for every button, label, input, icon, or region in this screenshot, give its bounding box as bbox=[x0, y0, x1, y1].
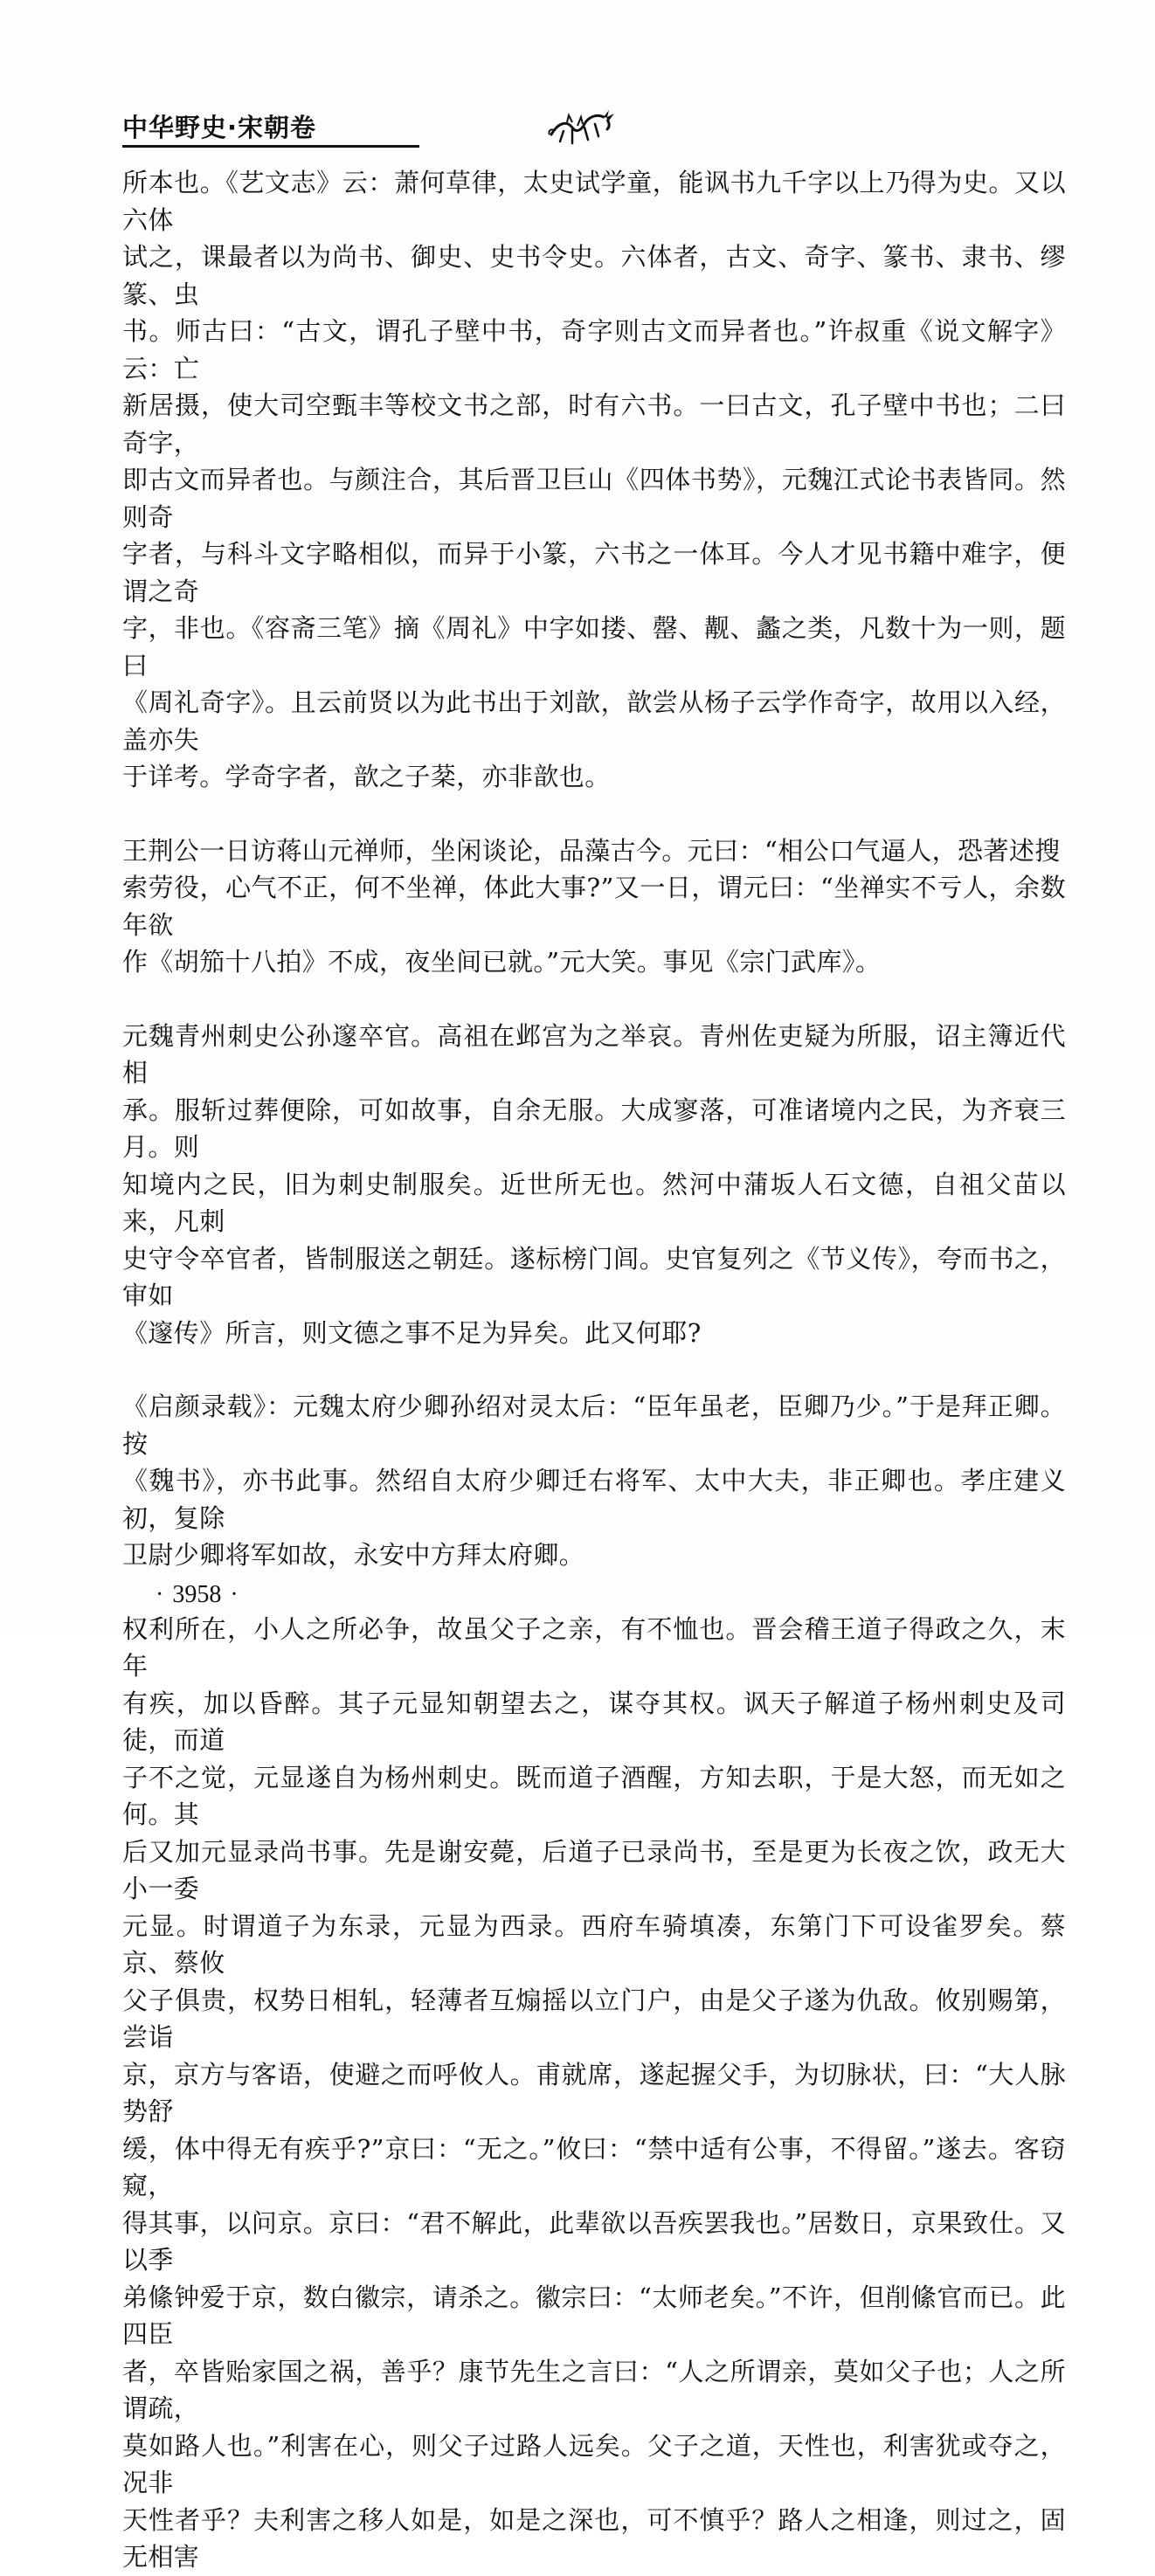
running-header bbox=[122, 105, 612, 143]
paragraph-5: 权利所在，小人之所必争，故虽父子之亲，有不恤也。晋会稽王道子得政之久，末年 有疾，加以昏醉。其子元显知朝望去之，谋夺其权。讽天子解道子杨州刺史及司徒，而道 子不之觉，元显遂自为杨州刺史。既而道子酒醒，方知去职，于是大怒，而无如之何。其 后又加元显录尚书事。先是谢安薨，后道子已录尚书，至是更为长夜之饮，政无大小一委 元显。时谓道子为东录，元显为西录。西府车骑填凑，东第门下可设雀罗矣。蔡京、蔡攸 父子俱贵，权势日相轧，轻薄者互煽摇以立门户，由是父子遂为仇敌。攸别赐第，尝诣 京，京方与客语，使避之而呼攸人。甫就席，遂起握父手，为切脉状，曰：“大人脉势舒 缓，体中得无有疾乎?”京曰：“无之。”攸曰：“禁中适有公事，不得留。”遂去。客窃窥， 得其事，以问京。京曰：“君不解此，此辈欲以吾疾罢我也。”居数日，京果致仕。又以季 弟絛钟爱于京，数白徽宗，请杀之。徽宗曰：“太师老矣。”不许，但削絛官而已。此四臣 者，卒皆贻家国之祸，善乎？康节先生之言曰：“人之所谓亲，莫如父子也；人之所谓疏， 莫如路人也。”利害在心，则父子过路人远矣。父子之道，天性也，利害犹或夺之，况非 天性者乎？夫利害之移人如是，如是之深也，可不慎乎？路人之相逢，则过之，固无相害 bbox=[122, 1613, 1066, 2572]
paragraph-2: 王荆公一日访蒋山元禅师，坐闲谈论，品藻古今。元曰：“相公口气逼人，恐著述搜 索劳役，心气不正，何不坐禅，体此大事?”又一日，谓元曰：“坐禅实不亏人，余数年欲 作《胡笳十八拍》不成，夜坐间已就。”元大笑。事见《宗门武库》。 bbox=[122, 835, 1066, 977]
page-number bbox=[147, 1581, 247, 1609]
paragraph-3: 元魏青州刺史公孙邃卒官。高祖在邺宫为之举哀。青州佐吏疑为所服，诏主簿近代相 承。服斩过葬便除，可如故事，自余无服。大成寥落，可准诸境内之民，为齐衰三月。则 知境内之民，旧为刺史制服矣。近世所无也。然河中蒲坂人石文德，自祖父苗以来，凡刺 史守令卒官者，皆制服送之朝廷。遂标榜门闾。史官复列之《节义传》，夸而书之，审如 《邃传》所言，则文德之事不足为异矣。此又何耶? bbox=[122, 1020, 1066, 1348]
dragon-icon bbox=[546, 105, 616, 148]
page-number-value: 3958 bbox=[172, 1581, 222, 1608]
page-number-dot-right: · bbox=[230, 1581, 239, 1608]
paragraph-1: 所本也。《艺文志》云：萧何草律，太史试学童，能讽书九千字以上乃得为史。又以六体 试之，课最者以为尚书、御史、史书令史。六体者，古文、奇字、篆书、隶书、缪篆、虫 书。师古曰：“古文，谓孔子壁中书，奇字则古文而异者也。”许叔重《说文解字》云：亡 新居摄，使大司空甄丰等校文书之部，时有六书。一曰古文，孔子壁中书也；二曰奇字， 即古文而异者也。与颜注合，其后晋卫巨山《四体书势》，元魏江式论书表皆同。然则奇 字者，与科斗文字略相似，而异于小篆，六书之一体耳。今人才见书籍中难字，便谓之奇 字，非也。《容斋三笔》摘《周礼》中字如搂、罄、觏、蠡之类，凡数十为一则，题曰 《周礼奇字》。且云前贤以为此书出于刘歆，歆尝从杨子云学作奇字，故用以入经，盖亦失 于详考。学奇字者，歆之子棻，亦非歆也。 bbox=[122, 168, 1066, 791]
page-number-dot-left: · bbox=[156, 1581, 164, 1608]
body-text bbox=[122, 164, 1066, 2576]
header-rule bbox=[122, 145, 419, 148]
paragraph-4: 《启颜录载》：元魏太府少卿孙绍对灵太后：“臣年虽老，臣卿乃少。”于是拜正卿。按 《魏书》，亦书此事。然绍自太府少卿迁右将军、太中大夫，非正卿也。孝庄建义初，复除 卫尉少卿将军如故，永安中方拜太府卿。 bbox=[122, 1392, 1066, 1570]
header-title: 中华野史·宋朝卷 bbox=[122, 113, 317, 142]
